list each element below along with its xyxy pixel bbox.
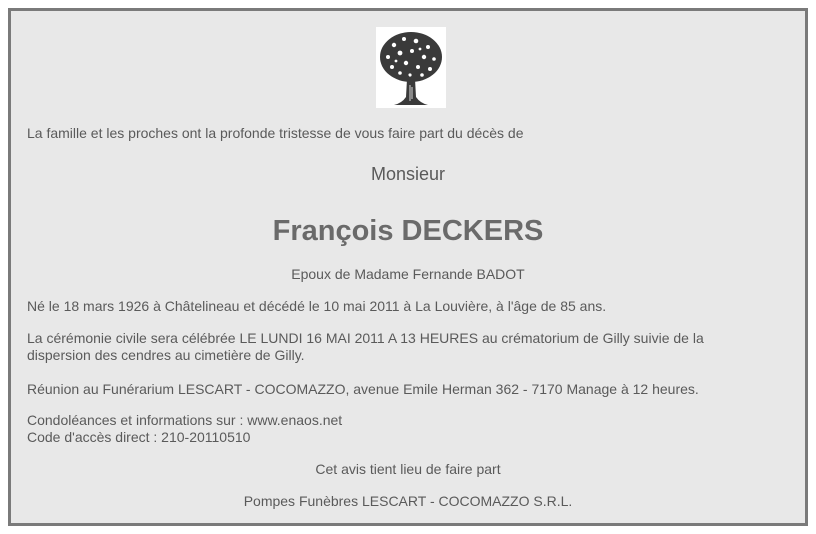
notice-text: Cet avis tient lieu de faire part xyxy=(315,461,501,477)
reunion-text: Réunion au Funérarium LESCART - COCOMAZZO, avenue Emile Herman 362 - 7170 Manage à 12 heures. xyxy=(27,381,699,397)
birth-death-text: Né le 18 mars 1926 à Châtelineau et décédé le 10 mai 2011 à La Louvière, à l'âge de 85 ans. xyxy=(27,298,607,314)
tree-icon xyxy=(376,27,446,108)
deceased-name: François DECKERS xyxy=(272,215,544,247)
condolences-text: Condoléances et informations sur : www.enaos.net xyxy=(27,412,343,428)
funeral-home-text: Pompes Funèbres LESCART - COCOMAZZO S.R.L. xyxy=(243,493,573,509)
salutation: Monsieur xyxy=(370,164,446,184)
access-code-text: Code d'accès direct : 210-20110510 xyxy=(27,429,251,445)
intro-text: La famille et les proches ont la profonde tristesse de vous faire part du décès de xyxy=(27,125,524,141)
obituary-card xyxy=(8,8,808,526)
ceremony-text-line1: La cérémonie civile sera célébrée LE LUNDI 16 MAI 2011 A 13 HEURES au crématorium de Gilly suivie de la xyxy=(27,330,704,346)
ceremony-text-line2: dispersion des cendres au cimetière de Gilly. xyxy=(27,347,305,363)
spouse-text: Epoux de Madame Fernande BADOT xyxy=(291,266,525,282)
